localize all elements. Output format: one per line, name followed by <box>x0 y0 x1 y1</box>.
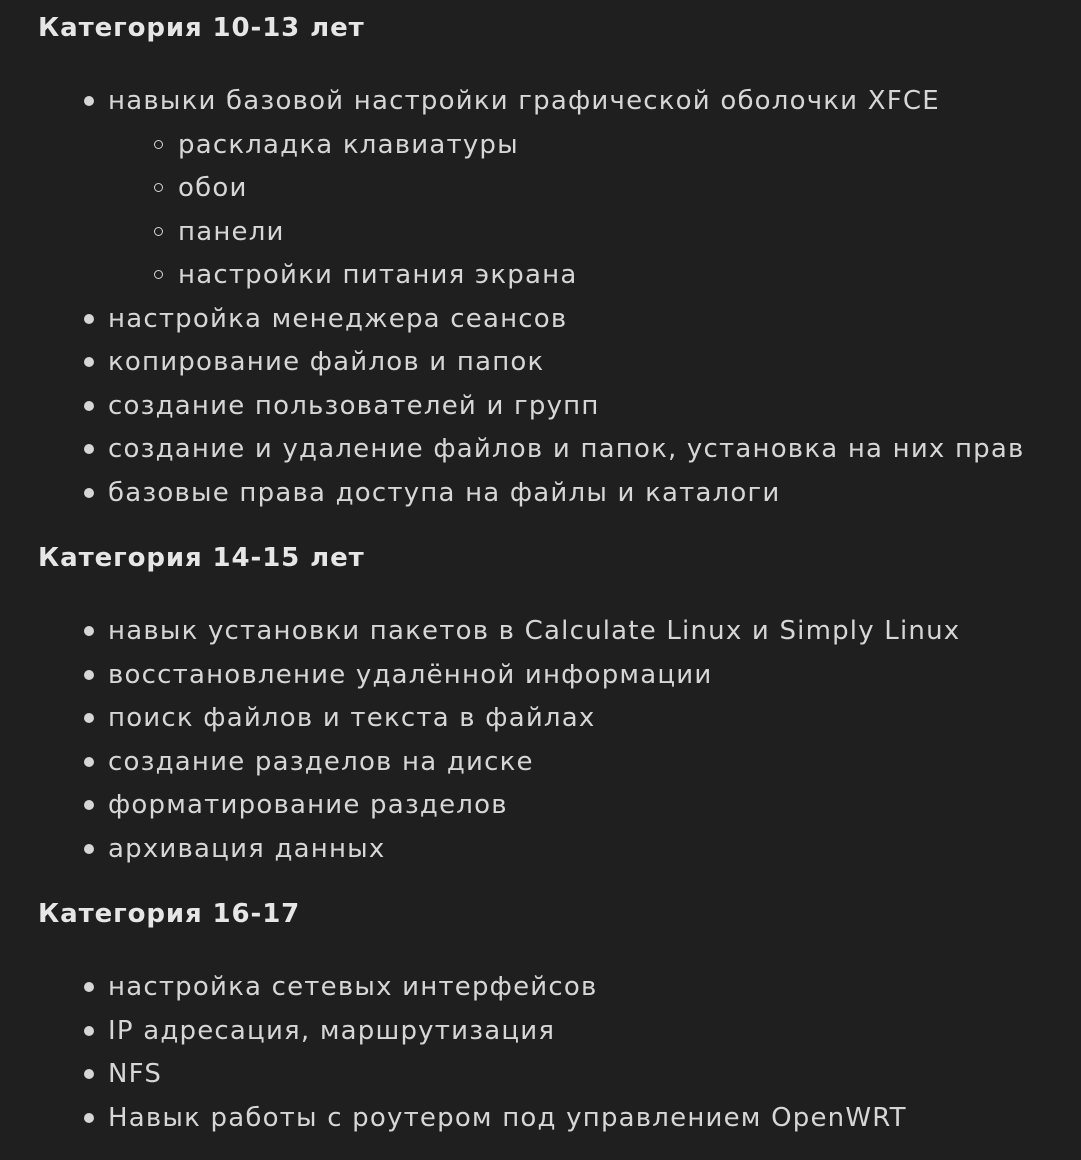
list-item-text: навыки базовой настройки графической оболочки XFCE <box>108 86 940 116</box>
list-item-text: IP адресация, маршрутизация <box>108 1015 556 1046</box>
list-item-text: создание и удаление файлов и папок, установка на них прав <box>108 434 1025 464</box>
list-item-text: NFS <box>108 1059 163 1089</box>
list-item <box>82 1097 1081 1141</box>
list-item <box>82 1010 1081 1054</box>
bullet-dot-icon <box>84 713 94 723</box>
bullet-dot-icon <box>84 757 94 767</box>
bullet-dot-icon <box>84 401 94 411</box>
list-item-text: восстановление удалённой информации <box>108 659 713 690</box>
bullet-circle-icon <box>154 183 163 192</box>
list-item-text: поиск файлов и текста в файлах <box>108 703 596 733</box>
list-item-text: форматирование разделов <box>108 790 508 820</box>
list-item <box>82 697 1081 741</box>
section-heading: Категория 14-15 лет <box>38 543 365 573</box>
bullet-dot-icon <box>84 357 94 367</box>
bullet-dot-icon <box>84 444 94 454</box>
sub-list-item <box>152 124 1081 168</box>
list-item-text: навык установки пакетов в Calculate Linux и Simply Linux <box>108 616 961 646</box>
bullet-dot-icon <box>84 314 94 324</box>
sub-list-item <box>152 167 1081 211</box>
list-item <box>82 654 1081 698</box>
list-item <box>82 828 1081 872</box>
list-item <box>82 784 1081 828</box>
bullet-circle-icon <box>154 270 163 279</box>
list-item-text: настройка сетевых интерфейсов <box>108 972 598 1002</box>
section-heading: Категория 10-13 лет <box>38 13 365 43</box>
sub-bullet-list <box>108 124 1081 298</box>
bullet-circle-icon <box>154 227 163 236</box>
bullet-list <box>38 610 1081 871</box>
list-item <box>82 80 1081 298</box>
list-item <box>82 741 1081 785</box>
sub-list-item-text: панели <box>178 216 285 247</box>
bullet-list <box>38 80 1081 515</box>
list-item <box>82 298 1081 342</box>
list-item <box>82 610 1081 654</box>
bullet-dot-icon <box>84 96 94 106</box>
list-item-text: архивация данных <box>108 833 386 864</box>
list-item <box>82 1053 1081 1097</box>
list-item-text: Навык работы с роутером под управлением OpenWRT <box>108 1102 907 1133</box>
section-14-15 <box>38 538 1081 871</box>
bullet-dot-icon <box>84 800 94 810</box>
section-heading: Категория 16-17 <box>38 899 301 929</box>
list-item <box>82 966 1081 1010</box>
sub-list-item <box>152 211 1081 255</box>
bullet-dot-icon <box>84 488 94 498</box>
list-item-text: копирование файлов и папок <box>108 347 545 377</box>
sub-list-item-text: раскладка клавиатуры <box>178 129 519 160</box>
list-item-text: базовые права доступа на файлы и каталоги <box>108 477 781 508</box>
sub-list-item-text: настройки питания экрана <box>178 260 578 290</box>
bullet-dot-icon <box>84 670 94 680</box>
list-item-text: настройка менеджера сеансов <box>108 303 568 334</box>
list-item-text: создание пользователей и групп <box>108 390 600 421</box>
section-10-13 <box>38 8 1081 515</box>
list-item-text: создание разделов на диске <box>108 746 534 777</box>
bullet-dot-icon <box>84 1069 94 1079</box>
bullet-dot-icon <box>84 626 94 636</box>
bullet-dot-icon <box>84 1113 94 1123</box>
sub-list-item-text: обои <box>178 173 248 203</box>
sub-list-item <box>152 254 1081 298</box>
bullet-dot-icon <box>84 1026 94 1036</box>
bullet-dot-icon <box>84 982 94 992</box>
bullet-dot-icon <box>84 844 94 854</box>
list-item <box>82 428 1081 472</box>
bullet-list <box>38 966 1081 1140</box>
list-item <box>82 385 1081 429</box>
list-item <box>82 341 1081 385</box>
section-16-17 <box>38 894 1081 1140</box>
list-item <box>82 472 1081 516</box>
bullet-circle-icon <box>154 140 163 149</box>
